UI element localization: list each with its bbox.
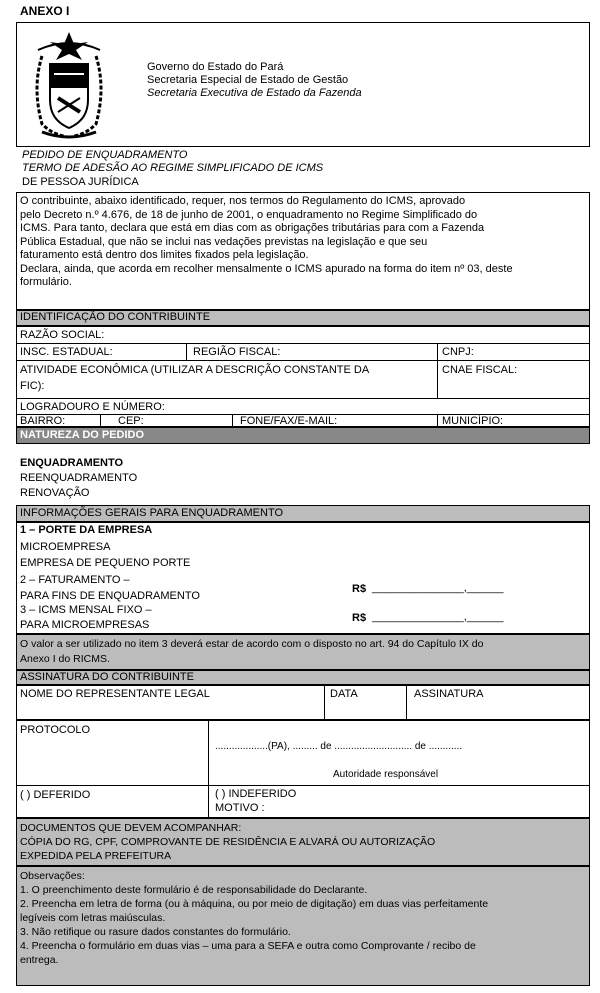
header-line-2: Secretaria Especial de Estado de Gestão — [147, 74, 349, 86]
logradouro-field[interactable]: LOGRADOURO E NÚMERO: — [20, 401, 165, 413]
bairro-field[interactable]: BAIRRO: — [20, 415, 66, 427]
note-line: O valor a ser utilizado no item 3 deverá estar de acordo com o disposto no art. 94 do Capítulo IX do — [20, 638, 484, 650]
natureza-option-enquadramento[interactable]: ENQUADRAMENTO — [20, 457, 124, 469]
observacao-item: 1. O preenchimento deste formulário é de responsabilidade do Declarante. — [20, 884, 368, 896]
annex-title: ANEXO I — [20, 4, 70, 18]
intro-text — [20, 195, 588, 290]
faturamento-heading: 2 – FATURAMENTO – — [20, 574, 130, 586]
intro-line: O contribuinte, abaixo identificado, requer, nos termos do Regulamento do ICMS, aprovado — [20, 195, 466, 207]
currency-label: R$ — [352, 612, 367, 624]
assinatura-title: ASSINATURA DO CONTRIBUINTE — [20, 671, 194, 683]
faturamento-subheading: PARA FINS DE ENQUADRAMENTO — [20, 590, 200, 602]
para-state-coat-of-arms-icon — [28, 28, 110, 140]
municipio-field[interactable]: MUNICÍPIO: — [442, 415, 504, 427]
insc-estadual-field[interactable]: INSC. ESTADUAL: — [20, 346, 113, 358]
natureza-option-reenquadramento[interactable]: REENQUADRAMENTO — [20, 472, 138, 484]
intro-line: formulário. — [20, 276, 72, 288]
informacoes-title: INFORMAÇÕES GERAIS PARA ENQUADRAMENTO — [20, 507, 284, 519]
observacao-item: legíveis com letras maiúsculas. — [20, 912, 166, 924]
representante-field[interactable]: NOME DO REPRESENTANTE LEGAL — [20, 688, 210, 700]
razao-social-field[interactable]: RAZÃO SOCIAL: — [20, 329, 105, 341]
header-line-3: Secretaria Executiva de Estado da Fazenda — [147, 87, 362, 99]
assinatura-field[interactable]: ASSINATURA — [414, 688, 484, 700]
data-field[interactable]: DATA — [330, 688, 358, 700]
intro-line: Pública Estadual, que não se inclui nas vedações previstas na legislação e que seu — [20, 235, 428, 248]
note-line: Anexo I do RICMS. — [20, 653, 110, 665]
indeferido-checkbox[interactable]: ( ) INDEFERIDO — [215, 788, 297, 800]
deferido-checkbox[interactable]: ( ) DEFERIDO — [20, 789, 91, 801]
title-line-1: PEDIDO DE ENQUADRAMENTO — [22, 149, 188, 161]
regiao-fiscal-field[interactable]: REGIÃO FISCAL: — [193, 346, 281, 358]
observacao-item: 4. Preencha o formulário em duas vias – uma para a SEFA e outra como Comprovante / recibo de — [20, 940, 476, 952]
local-data-line[interactable]: ...................(PA), ......... de ............................ de ............ — [215, 741, 463, 752]
documentos-line: CÓPIA DO RG, CPF, COMPROVANTE DE RESIDÊNCIA E ALVARÁ OU AUTORIZAÇÃO — [20, 836, 436, 848]
documentos-line: DOCUMENTOS QUE DEVEM ACOMPANHAR: — [20, 822, 242, 834]
documentos-line: EXPEDIDA PELA PREFEITURA — [20, 850, 172, 862]
currency-label: R$ — [352, 583, 367, 595]
intro-line: pelo Decreto n.º 4.676, de 18 de junho de 2001, o enquadramento no Regime Simplificado do — [20, 208, 478, 221]
porte-heading: 1 – PORTE DA EMPRESA — [20, 524, 153, 536]
observacao-item: entrega. — [20, 954, 59, 966]
porte-option-microempresa[interactable]: MICROEMPRESA — [20, 541, 111, 553]
faturamento-amount-field[interactable]: _______________,______ — [372, 582, 504, 594]
motivo-field[interactable]: MOTIVO : — [215, 802, 265, 814]
observacao-item: 3. Não retifique ou rasure dados constantes do formulário. — [20, 926, 291, 938]
intro-line: Declara, ainda, que acorda em recolher mensalmente o ICMS apurado na forma do item nº 03, deste — [20, 262, 513, 275]
intro-line: faturamento está dentro dos limites fixados pela legislação. — [20, 249, 309, 261]
icms-subheading: PARA MICROEMPRESAS — [20, 619, 150, 631]
icms-amount-field[interactable]: _______________,______ — [372, 611, 504, 623]
cep-field[interactable]: CEP: — [118, 415, 144, 427]
natureza-title: NATUREZA DO PEDIDO — [20, 429, 145, 441]
fone-field[interactable]: FONE/FAX/E-MAIL: — [240, 415, 338, 427]
informacoes-note — [20, 637, 483, 667]
documentos-text — [20, 821, 435, 863]
observacoes-text — [20, 869, 586, 967]
observacoes-title: Observações: — [20, 870, 85, 882]
title-line-2: TERMO DE ADESÃO AO REGIME SIMPLIFICADO DE ICMS — [22, 162, 324, 174]
protocolo-label: PROTOCOLO — [20, 724, 91, 736]
porte-option-epp[interactable]: EMPRESA DE PEQUENO PORTE — [20, 557, 191, 569]
cnpj-field[interactable]: CNPJ: — [442, 346, 474, 358]
identificacao-title: IDENTIFICAÇÃO DO CONTRIBUINTE — [20, 311, 211, 323]
protocolo-box — [16, 720, 590, 818]
intro-line: ICMS. Para tanto, declara que está em dias com as obrigações tributárias para com a Fazenda — [20, 222, 485, 234]
cnae-fiscal-field[interactable]: CNAE FISCAL: — [442, 364, 518, 376]
title-line-3: DE PESSOA JURÍDICA — [22, 176, 139, 188]
atividade-field-line-1[interactable]: ATIVIDADE ECONÔMICA (UTILIZAR A DESCRIÇÃO CONSTANTE DA — [20, 364, 370, 376]
atividade-field-line-2: FIC): — [20, 380, 45, 392]
observacao-item: 2. Preencha em letra de forma (ou à máquina, ou por meio de digitação) em duas vias perfeitamente — [20, 898, 489, 910]
header-line-1: Governo do Estado do Pará — [147, 61, 284, 73]
autoridade-label: Autoridade responsável — [333, 769, 439, 780]
icms-heading: 3 – ICMS MENSAL FIXO – — [20, 604, 152, 616]
natureza-option-renovacao[interactable]: RENOVAÇÃO — [20, 487, 90, 499]
